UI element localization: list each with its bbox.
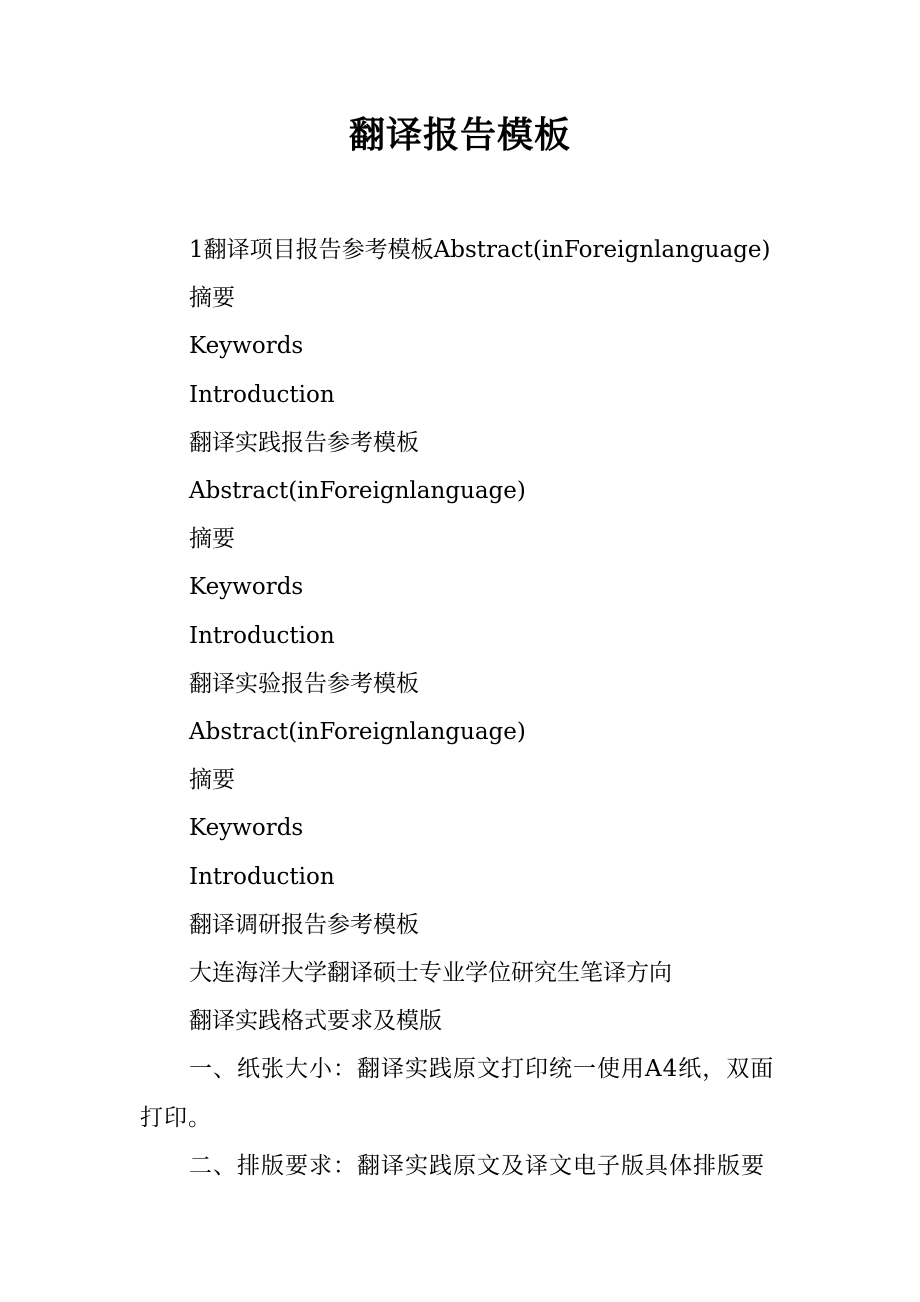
body-line: 摘要 (189, 285, 235, 312)
body-line: 翻译实践格式要求及模版 (189, 1008, 442, 1035)
body-line: 1翻译项目报告参考模板Abstract(inForeignlanguage) (189, 237, 771, 263)
body-line: Introduction (189, 863, 335, 890)
body-paragraph: 二、排版要求：翻译实践原文及译文电子版具体排版要 (189, 1152, 765, 1179)
body-line: Abstract(inForeignlanguage) (189, 719, 526, 746)
body-line: Introduction (189, 622, 335, 649)
document-title: 翻译报告模板 (348, 115, 571, 156)
body-line: Introduction (189, 381, 335, 408)
body-line: 翻译实践报告参考模板 (189, 429, 419, 456)
body-line: Keywords (189, 574, 304, 601)
body-line: 翻译实验报告参考模板 (189, 670, 419, 697)
body-line: 摘要 (189, 526, 235, 553)
body-line: Keywords (189, 333, 304, 360)
body-line: Abstract(inForeignlanguage) (189, 478, 526, 505)
document-body (140, 226, 788, 1190)
body-paragraph: 一、纸张大小：翻译实践原文打印统一使用A4纸，双面打印。 (140, 1056, 775, 1131)
body-line: Keywords (189, 815, 304, 842)
body-line: 翻译调研报告参考模板 (189, 911, 419, 938)
body-line: 摘要 (189, 767, 235, 794)
body-line: 大连海洋大学翻译硕士专业学位研究生笔译方向 (189, 960, 672, 987)
